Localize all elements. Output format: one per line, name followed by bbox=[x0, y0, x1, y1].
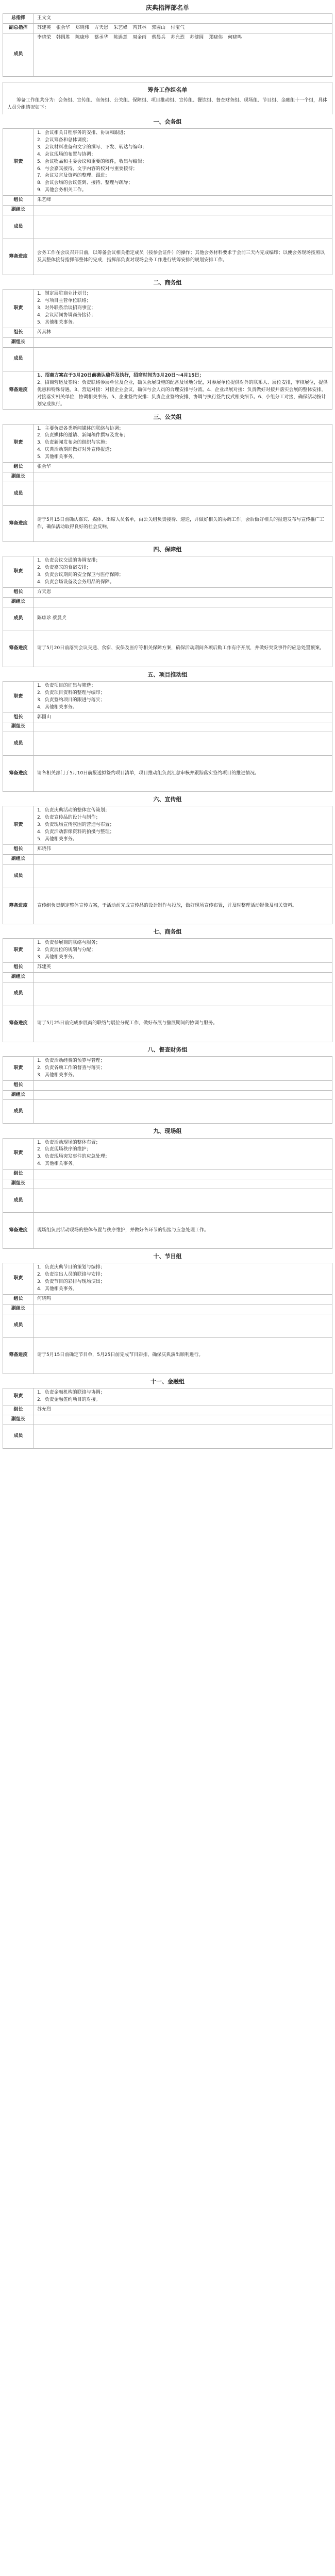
duty-list bbox=[34, 1056, 332, 1080]
method-text bbox=[34, 239, 332, 275]
group-table bbox=[3, 1263, 332, 1374]
method-text bbox=[34, 756, 332, 792]
member-label: 成员 bbox=[3, 1425, 34, 1448]
person-name: 苏允烈 bbox=[171, 35, 185, 40]
duty-item: 2．负责金融签约项目的对接。 bbox=[37, 1397, 100, 1402]
deputy-name bbox=[34, 1179, 332, 1189]
member-row bbox=[3, 1100, 332, 1124]
duty-label: 职责 bbox=[3, 806, 34, 845]
duty-item: 2．负责宣传品的设计与制作； bbox=[37, 815, 100, 821]
leader-name: 何晓鸣 bbox=[34, 1294, 332, 1304]
leader-label: 组长 bbox=[3, 1080, 34, 1090]
duty-list bbox=[34, 290, 332, 328]
member-names bbox=[34, 215, 332, 239]
method-row bbox=[3, 371, 332, 410]
duty-item: 3．负责新闻发布会的组织与实施； bbox=[37, 440, 110, 446]
duty-row bbox=[3, 424, 332, 463]
leader-label: 组长 bbox=[3, 328, 34, 337]
method-label: 筹备进度 bbox=[3, 756, 34, 792]
method-body: 会务工作在会议召开日前，以筹备会议相关指定成员（按参会证件）的操作；其他会务材料要求于会前三天内完成编印；以便会务现场按照以及其整体接待指挥部整体的完成，指挥部负责对现场会务工作进行统筹安排的规划安排工作。 bbox=[37, 250, 325, 263]
duty-item: 1．负责活动现场的整体布置； bbox=[37, 1140, 100, 1145]
deputy-name bbox=[34, 855, 332, 865]
deputy-name bbox=[34, 722, 332, 732]
method-text bbox=[34, 1006, 332, 1042]
duty-label: 职责 bbox=[3, 424, 34, 463]
hq-row bbox=[3, 23, 332, 33]
method-body: 请于5月25日前完成参展商的联络与展位分配工作，做好布展与撤展期间的协调与服务。 bbox=[37, 1021, 218, 1026]
duty-item: 4．会议期间协调商务接待； bbox=[37, 313, 96, 318]
group-title: 三、公关组 bbox=[153, 414, 182, 421]
deputy-name bbox=[34, 972, 332, 982]
duty-item: 2．负责嘉宾的食宿安排； bbox=[37, 565, 91, 571]
duty-item: 1．负责庆典节目的策划与编排； bbox=[37, 1265, 105, 1270]
person-name: 郑晓伟 bbox=[209, 35, 223, 40]
hq-table bbox=[3, 13, 332, 77]
method-label: 筹备进度 bbox=[3, 239, 34, 275]
person-name: 陈康珍 bbox=[75, 35, 90, 40]
leader-name: 苏建英 bbox=[34, 962, 332, 972]
duty-label: 职责 bbox=[3, 290, 34, 328]
leader-row bbox=[3, 1080, 332, 1090]
member-names bbox=[34, 732, 332, 756]
method-body: 2、招商营运及签约：负责联络参展单位及企业，确认会展设施的配备及场地分配，对参展单位提供对外的联系人、展位安排，审核展位，提供优惠和特殊待遇。3、营运对接：对接企业会议，确保与会人员的合理安排与分流。4、企业出展对接：负责做好对接并落实会展的整体安排，对接落实相关单位，协调相关事务。5、企业签约安排：负责企业签约安排，协调与执行签约仪式相关细节。6、小组分工对接，确保活动按计划完成执行。 bbox=[37, 380, 328, 407]
method-row bbox=[3, 888, 332, 924]
group-table bbox=[3, 128, 332, 275]
leader-label: 组长 bbox=[3, 713, 34, 722]
leader-label: 组长 bbox=[3, 463, 34, 472]
duty-item: 4．其他相关事务。 bbox=[37, 1161, 77, 1167]
member-label: 成员 bbox=[3, 607, 34, 631]
leader-label: 组长 bbox=[3, 1405, 34, 1415]
deputy-label: 副组长 bbox=[3, 597, 34, 607]
group-table bbox=[3, 681, 332, 792]
deputy-row bbox=[3, 855, 332, 865]
method-label: 筹备进度 bbox=[3, 506, 34, 542]
person-name: 苏建英 bbox=[37, 25, 52, 30]
leader-label: 组长 bbox=[3, 587, 34, 597]
method-row bbox=[3, 239, 332, 275]
duty-item: 1．主要负责各类新闻媒体的联络与协调； bbox=[37, 426, 124, 431]
duty-list bbox=[34, 1263, 332, 1295]
method-label: 筹备进度 bbox=[3, 371, 34, 410]
group-title: 六、宣传组 bbox=[153, 796, 182, 803]
member-names bbox=[34, 347, 332, 371]
leader-name: 张会华 bbox=[34, 463, 332, 472]
method-label: 筹备进度 bbox=[3, 1213, 34, 1249]
duty-label: 职责 bbox=[3, 128, 34, 195]
duty-label: 职责 bbox=[3, 681, 34, 713]
person-name: 韩圆胜 bbox=[56, 35, 71, 40]
deputy-label: 副组长 bbox=[3, 1090, 34, 1100]
deputy-row bbox=[3, 722, 332, 732]
duty-item: 8．会议会场的会议签到、接待、整理与疏导； bbox=[37, 180, 133, 186]
duty-item: 3．负责现场突发事件的应急处理； bbox=[37, 1154, 110, 1160]
person-name: 付宝气 bbox=[171, 25, 185, 30]
deputy-name bbox=[34, 1304, 332, 1314]
duty-list bbox=[34, 424, 332, 463]
group-table bbox=[3, 938, 332, 1042]
person-name: 李晓荣 bbox=[37, 35, 52, 40]
deputy-label: 副组长 bbox=[3, 1179, 34, 1189]
deputy-row bbox=[3, 1415, 332, 1425]
deputy-name bbox=[34, 206, 332, 215]
method-body: 请于5月20日前落实会议交通、食宿、安保及医疗等相关保障方案，确保活动期间各项后勤工作有序开展，并做好突发事件的应急处置预案。 bbox=[37, 646, 325, 651]
group-title: 二、商务组 bbox=[153, 279, 182, 286]
duty-item: 3．负责节目的彩排与现场演出； bbox=[37, 1279, 105, 1285]
leader-label: 组长 bbox=[3, 845, 34, 855]
duty-item: 9．其他会务相关工作。 bbox=[37, 188, 87, 193]
duty-list bbox=[34, 1388, 332, 1405]
duty-item: 4．负责会场设备及会务用品的保障。 bbox=[37, 579, 114, 585]
deputy-row bbox=[3, 337, 332, 347]
member-label: 成员 bbox=[3, 865, 34, 888]
member-names bbox=[34, 1189, 332, 1213]
group-title: 四、保障组 bbox=[153, 546, 182, 553]
duty-label: 职责 bbox=[3, 1056, 34, 1080]
prep-title: 筹备工作组名单 bbox=[3, 82, 332, 96]
hq-label: 总指挥 bbox=[3, 14, 34, 24]
deputy-label: 副组长 bbox=[3, 472, 34, 482]
group-table bbox=[3, 289, 332, 410]
deputy-row bbox=[3, 972, 332, 982]
method-label: 筹备进度 bbox=[3, 1337, 34, 1374]
duty-item: 3．负责签约项目的跟进与落实； bbox=[37, 697, 105, 703]
group-title: 八、督查财务组 bbox=[147, 1046, 188, 1053]
duty-item: 3．其他相关事务。 bbox=[37, 954, 77, 960]
method-row bbox=[3, 1213, 332, 1249]
group-table bbox=[3, 1388, 332, 1449]
duty-item: 2．负责各项工作的督查与落实； bbox=[37, 1065, 105, 1071]
duty-list bbox=[34, 939, 332, 963]
duty-item: 3．负责现场宣传氛围的营造与布置； bbox=[37, 822, 114, 828]
duty-item: 4．负责活动影像资料的拍摄与整理； bbox=[37, 829, 114, 835]
leader-row bbox=[3, 463, 332, 472]
duty-row bbox=[3, 1263, 332, 1295]
method-highlight: 1、招商方案在于3月20日前确认稿件及执行，招商时间为3月20日～4月15日； bbox=[37, 372, 204, 378]
member-names bbox=[34, 1100, 332, 1124]
duty-item: 2．负责展位的规划与分配； bbox=[37, 947, 96, 953]
page-title: 庆典指挥部名单 bbox=[145, 4, 189, 11]
duty-row bbox=[3, 556, 332, 588]
duty-label: 职责 bbox=[3, 1263, 34, 1295]
person-name: 何晓鸣 bbox=[228, 35, 242, 40]
group-table bbox=[3, 1056, 332, 1124]
leader-label: 组长 bbox=[3, 1170, 34, 1179]
duty-row bbox=[3, 290, 332, 328]
duty-item: 3．会议材料准备和文字的撰写、下发、转达与编印； bbox=[37, 144, 147, 150]
deputy-row bbox=[3, 1304, 332, 1314]
group-table bbox=[3, 1138, 332, 1249]
member-row bbox=[3, 982, 332, 1006]
method-row bbox=[3, 756, 332, 792]
member-names bbox=[34, 982, 332, 1006]
group-title: 七、商务组 bbox=[153, 928, 182, 936]
method-label: 筹备进度 bbox=[3, 631, 34, 667]
deputy-row bbox=[3, 206, 332, 215]
deputy-label: 副组长 bbox=[3, 1415, 34, 1425]
leader-name: 郑晓伟 bbox=[34, 845, 332, 855]
group-title: 五、项目推动组 bbox=[147, 671, 188, 678]
leader-row bbox=[3, 962, 332, 972]
person-name: 张会华 bbox=[56, 25, 71, 30]
duty-list bbox=[34, 681, 332, 713]
duty-item: 1．制定展览商业计划书； bbox=[37, 291, 91, 297]
group-table bbox=[3, 806, 332, 924]
group-title: 九、现场组 bbox=[153, 1128, 182, 1135]
method-label: 筹备进度 bbox=[3, 1006, 34, 1042]
member-label: 成员 bbox=[3, 732, 34, 756]
duty-item: 5．其他相关事务。 bbox=[37, 837, 77, 842]
duty-list bbox=[34, 128, 332, 195]
method-text bbox=[34, 371, 332, 410]
person-name: 芮其林 bbox=[132, 25, 147, 30]
hq-names bbox=[34, 14, 332, 24]
member-label: 成员 bbox=[3, 982, 34, 1006]
duty-item: 4．其他相关事务。 bbox=[37, 704, 77, 710]
member-row bbox=[3, 482, 332, 506]
hq-label: 副总指挥 bbox=[3, 23, 34, 33]
leader-row bbox=[3, 1405, 332, 1415]
duty-item: 2．与项目主管单位联络； bbox=[37, 298, 91, 304]
leader-row bbox=[3, 1170, 332, 1179]
duty-item: 1．负责项目的征集与筛选； bbox=[37, 683, 96, 688]
duty-item: 1．负责金融机构的联络与协调； bbox=[37, 1389, 105, 1395]
hq-names bbox=[34, 33, 332, 76]
leader-name: 朱艺峰 bbox=[34, 196, 332, 206]
duty-item: 3．负责会议期间的安全保卫与医疗保障； bbox=[37, 572, 124, 578]
hq-names bbox=[34, 23, 332, 33]
member-row bbox=[3, 1189, 332, 1213]
leader-name: 郭圆山 bbox=[34, 713, 332, 722]
member-row bbox=[3, 1425, 332, 1448]
leader-row bbox=[3, 713, 332, 722]
member-names bbox=[34, 482, 332, 506]
member-names bbox=[34, 865, 332, 888]
leader-name bbox=[34, 1080, 332, 1090]
duty-label: 职责 bbox=[3, 1138, 34, 1170]
duty-list bbox=[34, 1138, 332, 1170]
person-name: 方天恩 bbox=[94, 25, 109, 30]
duty-item: 1．负责庆典活动的整体宣传策划； bbox=[37, 808, 110, 814]
duty-item: 4．庆典活动期间做好对外宣传报道； bbox=[37, 447, 114, 453]
member-label: 成员 bbox=[3, 347, 34, 371]
group-table bbox=[3, 556, 332, 667]
member-label: 成员 bbox=[3, 215, 34, 239]
duty-item: 5．会议物品和主委会议和重要的稿件，收集与编辑； bbox=[37, 159, 147, 164]
duty-item: 6．与会嘉宾接待，文字内容的校对与重要接待； bbox=[37, 166, 138, 172]
deputy-name bbox=[34, 597, 332, 607]
duty-row bbox=[3, 1138, 332, 1170]
leader-label: 组长 bbox=[3, 196, 34, 206]
person-name: 陈遇意 bbox=[113, 35, 128, 40]
deputy-label: 副组长 bbox=[3, 972, 34, 982]
duty-item: 2．负责演出人员的联络与安排； bbox=[37, 1272, 105, 1278]
duty-item: 1．负责会议交通的协调安排； bbox=[37, 558, 100, 564]
duty-row bbox=[3, 939, 332, 963]
method-text bbox=[34, 1337, 332, 1374]
method-row bbox=[3, 1006, 332, 1042]
deputy-row bbox=[3, 1179, 332, 1189]
leader-name: 苏允烈 bbox=[34, 1405, 332, 1415]
person-name: 苏健圆 bbox=[190, 35, 204, 40]
member-row bbox=[3, 1314, 332, 1337]
method-body: 请各相关部门于5月10日前报送拟签约项目清单，项目推动组负责汇总审核并跟踪落实签约项目的推进情况。 bbox=[37, 770, 260, 776]
leader-row bbox=[3, 1294, 332, 1304]
method-body: 现场组负责活动现场的整体布置与秩序维护，并做好各环节的衔接与应急处理工作。 bbox=[37, 1227, 209, 1233]
member-label: 成员 bbox=[3, 1314, 34, 1337]
duty-list bbox=[34, 556, 332, 588]
duty-item: 2．负责现场秩序的维护； bbox=[37, 1147, 91, 1153]
duty-row bbox=[3, 1056, 332, 1080]
duty-item: 4．其他相关事务。 bbox=[37, 1286, 77, 1292]
member-names bbox=[34, 1425, 332, 1448]
duty-item: 2．负责项目资料的整理与编印； bbox=[37, 690, 105, 696]
member-row bbox=[3, 215, 332, 239]
member-label: 成员 bbox=[3, 1100, 34, 1124]
person-name: 蔡丞华 bbox=[94, 35, 109, 40]
duty-label: 职责 bbox=[3, 1388, 34, 1405]
leader-label: 组长 bbox=[3, 1294, 34, 1304]
method-row bbox=[3, 631, 332, 667]
deputy-row bbox=[3, 597, 332, 607]
duty-item: 4．会议现场的布置与协调； bbox=[37, 151, 96, 157]
method-text bbox=[34, 631, 332, 667]
group-title: 十一、金融组 bbox=[150, 1378, 185, 1385]
member-label: 成员 bbox=[3, 482, 34, 506]
duty-label: 职责 bbox=[3, 556, 34, 588]
member-row bbox=[3, 865, 332, 888]
method-row bbox=[3, 1337, 332, 1374]
person-name: 蔡晨兵 bbox=[152, 35, 166, 40]
leader-row bbox=[3, 328, 332, 337]
person-name: 周金雨 bbox=[132, 35, 147, 40]
leader-name bbox=[34, 1170, 332, 1179]
member-names bbox=[34, 1314, 332, 1337]
prep-intro: 筹备工作组共分为：会务组、宣传组、商务组、公关组、保障组、项目推动组、宣传组、餐饮组、督查财务组、现场组、节目组、金融组十一个组，具体人员分组情况如下： bbox=[3, 96, 332, 114]
leader-label: 组长 bbox=[3, 962, 34, 972]
duty-row bbox=[3, 806, 332, 845]
duty-item: 1．负责参展商的联络与服务； bbox=[37, 940, 100, 946]
method-body: 请于5月15日前确定节目单，5月25日前完成节目彩排，确保庆典演出顺利进行。 bbox=[37, 1352, 204, 1358]
deputy-name bbox=[34, 1090, 332, 1100]
leader-name: 方天恩 bbox=[34, 587, 332, 597]
deputy-label: 副组长 bbox=[3, 206, 34, 215]
duty-item: 5．其他相关事务。 bbox=[37, 319, 77, 325]
method-text bbox=[34, 888, 332, 924]
method-text bbox=[34, 506, 332, 542]
hq-row bbox=[3, 33, 332, 76]
person-name: 王文文 bbox=[37, 15, 52, 21]
duty-row bbox=[3, 128, 332, 195]
duty-item: 1．负责活动经费的预算与管理； bbox=[37, 1058, 105, 1063]
method-label: 筹备进度 bbox=[3, 888, 34, 924]
person-name: 郑晓伟 bbox=[75, 25, 90, 30]
duty-item: 3．其他相关事务。 bbox=[37, 1072, 77, 1078]
person-name: 郭圆山 bbox=[152, 25, 166, 30]
hq-label: 成员 bbox=[3, 33, 34, 76]
deputy-label: 副组长 bbox=[3, 337, 34, 347]
duty-item: 2．会议筹备和总体调度； bbox=[37, 137, 91, 143]
person-name: 朱艺峰 bbox=[113, 25, 128, 30]
group-title: 一、会务组 bbox=[153, 118, 182, 125]
leader-row bbox=[3, 845, 332, 855]
duty-list bbox=[34, 806, 332, 845]
duty-row bbox=[3, 681, 332, 713]
group-table bbox=[3, 424, 332, 543]
method-body: 宣传组负责制定整体宣传方案，于活动前完成宣传品的设计制作与投放，做好现场宣传布置，并及时整理活动影像及相关资料。 bbox=[37, 903, 297, 908]
deputy-label: 副组长 bbox=[3, 1304, 34, 1314]
member-row bbox=[3, 347, 332, 371]
leader-name: 芮其林 bbox=[34, 328, 332, 337]
deputy-name bbox=[34, 472, 332, 482]
deputy-name bbox=[34, 1415, 332, 1425]
deputy-label: 副组长 bbox=[3, 855, 34, 865]
method-body: 请于5月15日前确认嘉宾、媒体、出席人员名单，由公关组负责接待、迎送，并做好相关的协调工作。会后做好相关的报道发布与宣传推广工作，确保活动取得良好的社会反响。 bbox=[37, 517, 325, 530]
duty-label: 职责 bbox=[3, 939, 34, 963]
duty-row bbox=[3, 1388, 332, 1405]
method-row bbox=[3, 506, 332, 542]
deputy-row bbox=[3, 472, 332, 482]
leader-row bbox=[3, 196, 332, 206]
member-names: 陈康珍 蔡晨兵 bbox=[34, 607, 332, 631]
duty-item: 3．对外联系洽谈招商事宜； bbox=[37, 306, 96, 311]
deputy-label: 副组长 bbox=[3, 722, 34, 732]
member-label: 成员 bbox=[3, 1189, 34, 1213]
method-text bbox=[34, 1213, 332, 1249]
deputy-name bbox=[34, 337, 332, 347]
leader-row bbox=[3, 587, 332, 597]
duty-item: 2．负责媒体的邀请、新闻稿件撰写及发布； bbox=[37, 433, 128, 438]
hq-row bbox=[3, 14, 332, 24]
group-title: 十、节目组 bbox=[153, 1253, 182, 1260]
duty-item: 1．会议相关日程事务的安排、协调和跟进； bbox=[37, 130, 128, 135]
duty-item: 7．会议发言及资料的整理、跟进； bbox=[37, 173, 110, 179]
duty-item: 5．其他相关事务。 bbox=[37, 454, 77, 460]
member-row bbox=[3, 732, 332, 756]
deputy-row bbox=[3, 1090, 332, 1100]
member-row bbox=[3, 607, 332, 631]
